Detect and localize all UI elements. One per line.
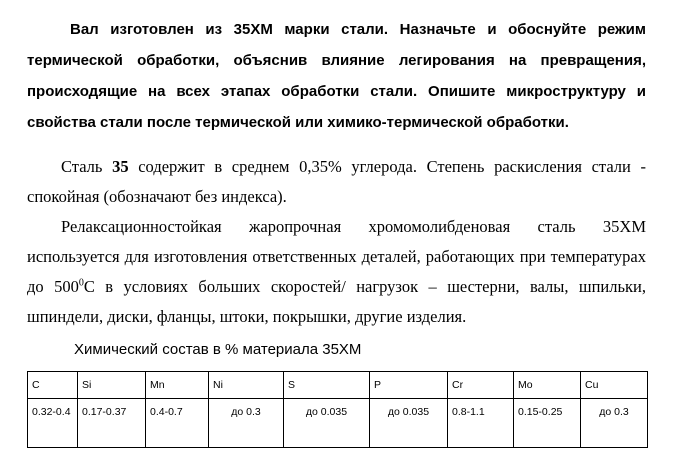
header-cell-mo: Mo bbox=[514, 372, 581, 399]
header-cell-cr: Cr bbox=[448, 372, 514, 399]
value-cell-ni: до 0.3 bbox=[209, 399, 284, 448]
task-statement: Вал изготовлен из 35ХМ марки стали. Назначьте и обоснуйте режим термической обработки, объяснив влияние легирования на превращения, происходящие на всех этапах обработки стали. Опишите микроструктуру и свойства стали после термической или химико-термической обработки. bbox=[27, 21, 646, 131]
paragraph-1-text-end: содержит в среднем 0,35% углерода. Степень раскисления стали - спокойная (обозначают без индекса). bbox=[27, 157, 646, 206]
value-cell-si: 0.17-0.37 bbox=[78, 399, 146, 448]
value-cell-s: до 0.035 bbox=[284, 399, 370, 448]
paragraph-2-text-end: С в условиях больших скоростей/ нагрузок – шестерни, валы, шпильки, шпиндели, диски, фланцы, штоки, покрышки, другие изделия. bbox=[27, 277, 646, 326]
paragraph-2-text-start: Релаксационностойкая жаропрочная хромомолибденовая сталь 35ХМ используется для изготовления ответственных деталей, работающих при температурах до 500 bbox=[27, 217, 646, 296]
table-header-row bbox=[28, 372, 648, 399]
header-cell-mn: Mn bbox=[146, 372, 209, 399]
paragraph-steel-usage bbox=[27, 212, 646, 332]
table-caption: Химический состав в % материала 35ХМ bbox=[74, 341, 362, 358]
value-cell-c: 0.32-0.4 bbox=[28, 399, 78, 448]
header-cell-c: C bbox=[28, 372, 78, 399]
chemical-composition-table bbox=[27, 371, 648, 448]
table-values-row bbox=[28, 399, 648, 448]
degree-superscript: 0 bbox=[78, 277, 84, 289]
header-cell-si: Si bbox=[78, 372, 146, 399]
header-cell-ni: Ni bbox=[209, 372, 284, 399]
value-cell-mn: 0.4-0.7 bbox=[146, 399, 209, 448]
value-cell-mo: 0.15-0.25 bbox=[514, 399, 581, 448]
paragraph-1-text-start: Сталь bbox=[61, 157, 113, 176]
header-cell-p: P bbox=[370, 372, 448, 399]
steel-grade-number: 35 bbox=[112, 157, 129, 176]
header-cell-cu: Cu bbox=[581, 372, 648, 399]
value-cell-cu: до 0.3 bbox=[581, 399, 648, 448]
header-cell-s: S bbox=[284, 372, 370, 399]
value-cell-p: до 0.035 bbox=[370, 399, 448, 448]
paragraph-carbon-content bbox=[27, 152, 646, 212]
value-cell-cr: 0.8-1.1 bbox=[448, 399, 514, 448]
